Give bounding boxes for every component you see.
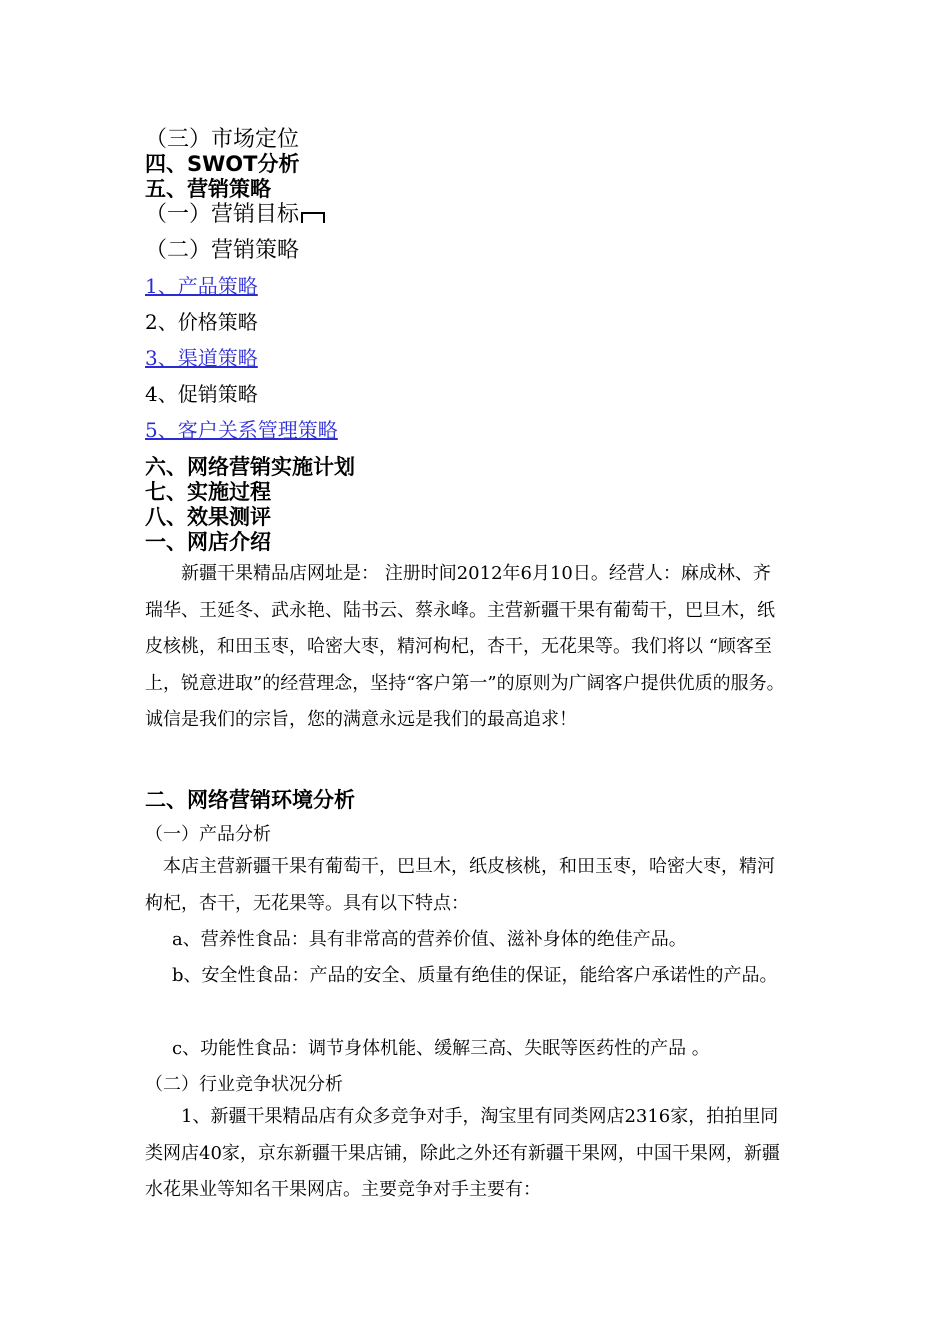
toc-crm-strategy-link[interactable]: 5、客户关系管理策略 [145,418,338,442]
toc-evaluation[interactable]: 八、效果测评 [145,505,271,529]
text-cursor-mark [301,212,325,223]
toc-implementation-plan[interactable]: 六、网络营销实施计划 [145,455,355,479]
competition-paragraph: 1、新疆干果精品店有众多竞争对手，淘宝里有同类网店2316家，拍拍里同类网店40家，京东新疆干果店铺，除此之外还有新疆干果网，中国干果网，新疆水花果业等知名干果网店。主要竞争对手主要有： [145,1106,780,1200]
section1-paragraph: 新疆干果精品店网址是： 注册时间2012年6月10日。经营人：麻成林、齐瑞华、王延冬、武永艳、陆书云、蔡永峰。主营新疆干果有葡萄干，巴旦木，纸皮核桃，和田玉枣，哈密大枣，精河枸杞，杏干，无花果等。我们将以 “顾客至上，锐意进取”的经营理念，坚持“客户第一”的原则为广阔客户提供优质的服务。诚信是我们的宗旨，您的满意永远是我们的最高追求！ [145,563,785,730]
toc-market-position[interactable]: （三）市场定位 [145,127,300,152]
product-analysis-heading: （一）产品分析 [145,824,271,845]
toc-promotion-strategy[interactable]: 4、促销策略 [145,382,258,406]
competition-heading: （二）行业竞争状况分析 [145,1074,343,1095]
toc-product-strategy-link[interactable]: 1、产品策略 [145,274,258,298]
toc-marketing-goal[interactable]: （一）营销目标 [145,202,300,227]
section1-heading: 一、网店介绍 [145,530,271,554]
section2-heading: 二、网络营销环境分析 [145,788,355,812]
feature-c: c、功能性食品：调节身体机能、缓解三高、失眠等医药性的产品 。 [172,1038,710,1059]
toc-price-strategy[interactable]: 2、价格策略 [145,310,258,334]
toc-swot[interactable]: 四、SWOT分析 [145,152,300,176]
feature-b: b、安全性食品：产品的安全、质量有绝佳的保证，能给客户承诺性的产品。 [172,965,778,986]
toc-implementation-process[interactable]: 七、实施过程 [145,480,271,504]
product-analysis-paragraph: 本店主营新疆干果有葡萄干，巴旦木，纸皮核桃，和田玉枣，哈密大枣，精河枸杞，杏干，无花果等。具有以下特点： [145,856,775,914]
toc-strategy-sub[interactable]: （二）营销策略 [145,238,300,263]
toc-channel-strategy-link[interactable]: 3、渠道策略 [145,346,258,370]
toc-marketing-goal-row[interactable] [145,197,325,228]
feature-a: a、营养性食品：具有非常高的营养价值、滋补身体的绝佳产品。 [172,929,687,950]
toc-marketing-strategy[interactable]: 五、营销策略 [145,177,271,201]
